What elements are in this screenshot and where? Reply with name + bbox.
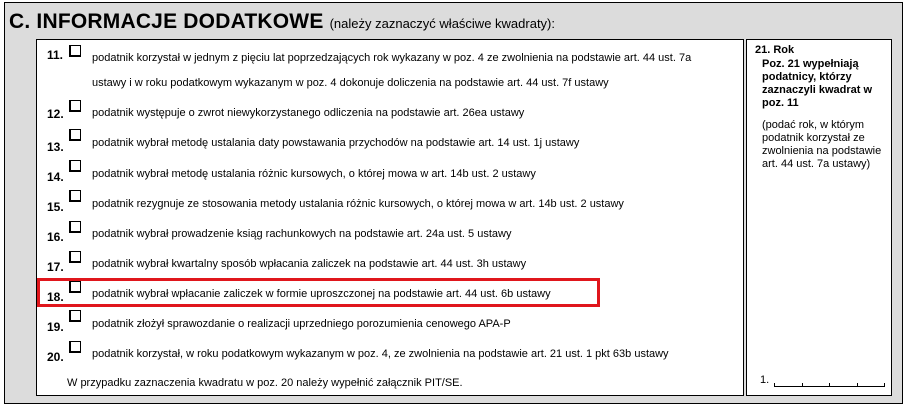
field-21-instruction: Poz. 21 wypełniają podatnicy, którzy zaznaczyli kwadrat w poz. 11 (762, 58, 873, 109)
section-header (4, 2, 901, 38)
item-number-13: 13. (47, 140, 64, 154)
item-number-15: 15. (47, 200, 64, 214)
section-title (9, 10, 555, 34)
item-number-20: 20. (47, 350, 64, 364)
checkbox-20[interactable] (69, 341, 81, 353)
item-text-12: podatnik występuje o zwrot niewykorzystanego odliczenia na podstawie art. 26ea ustawy (92, 107, 525, 119)
checkbox-panel (36, 39, 744, 396)
highlight-item-18 (37, 278, 600, 307)
item-text-11-line1: podatnik korzystał w jednym z pięciu lat poprzedzających rok wykazany w poz. 4 ze zwolnienia na podstawie art. 44 ust. 7a (92, 52, 692, 64)
year-field-tick (802, 383, 803, 386)
item-number-16: 16. (47, 230, 64, 244)
item-text-16: podatnik wybrał prowadzenie ksiąg rachunkowych na podstawie art. 24a ust. 5 ustawy (92, 228, 512, 240)
item-number-19: 19. (47, 320, 64, 334)
item-text-15: podatnik rezygnuje ze stosowania metody ustalania różnic kursowych, o której mowa w art. 14b ust. 2 ustawy (92, 198, 624, 210)
year-field-prefix: 1. (760, 374, 770, 386)
year-input-field[interactable] (774, 383, 885, 387)
item-number-11: 11. (47, 48, 64, 62)
checkbox-17[interactable] (69, 251, 81, 263)
item-number-17: 17. (47, 260, 64, 274)
checkbox-11[interactable] (69, 45, 81, 57)
year-field-tick (829, 383, 830, 386)
year-field-tick (857, 383, 858, 386)
item-number-12: 12. (47, 107, 64, 121)
checkbox-13[interactable] (69, 129, 81, 141)
checkbox-14[interactable] (69, 160, 81, 172)
item-text-13: podatnik wybrał metodę ustalania daty powstawania przychodów na podstawie art. 14 ust. 1j ustawy (92, 137, 580, 149)
section-title-text: C. INFORMACJE DODATKOWE (9, 10, 324, 33)
item-text-17: podatnik wybrał kwartalny sposób wpłacania zaliczek na podstawie art. 44 ust. 3h ustawy (92, 258, 527, 270)
item-number-18: 18. (47, 290, 64, 304)
checkbox-19[interactable] (69, 310, 81, 322)
item-text-11-line2: ustawy i w roku podatkowym wykazanym w poz. 4 dokonuje doliczenia na podstawie art. 44 ust. 7f ustawy (92, 77, 609, 89)
field-21-description: (podać rok, w którym podatnik korzystał ze zwolnienia na podstawie art. 44 ust. 7a ustawy) (762, 119, 882, 170)
checkbox-15[interactable] (69, 190, 81, 202)
checkbox-16[interactable] (69, 221, 81, 233)
field-21-label: 21. Rok (755, 44, 795, 56)
item-text-20: podatnik korzystał, w roku podatkowym wykazanym w poz. 4, ze zwolnienia na podstawie art. 21 ust. 1 pkt 63b ustawy (92, 348, 669, 360)
section-note: (należy zaznaczyć właściwe kwadraty): (329, 16, 555, 31)
item-text-14: podatnik wybrał metodę ustalania różnic kursowych, o której mowa w art. 14b ust. 2 ustawy (92, 168, 536, 180)
checkbox-12[interactable] (69, 100, 81, 112)
footer-note: W przypadku zaznaczenia kwadratu w poz. 20 należy wypełnić załącznik PIT/SE. (67, 377, 463, 389)
item-text-18: podatnik wybrał wpłacanie zaliczek w formie uproszczonej na podstawie art. 44 ust. 6b ustawy (92, 288, 551, 300)
item-number-14: 14. (47, 170, 64, 184)
item-text-19: podatnik złożył sprawozdanie o realizacji uprzedniego porozumienia cenowego APA-P (92, 318, 511, 330)
